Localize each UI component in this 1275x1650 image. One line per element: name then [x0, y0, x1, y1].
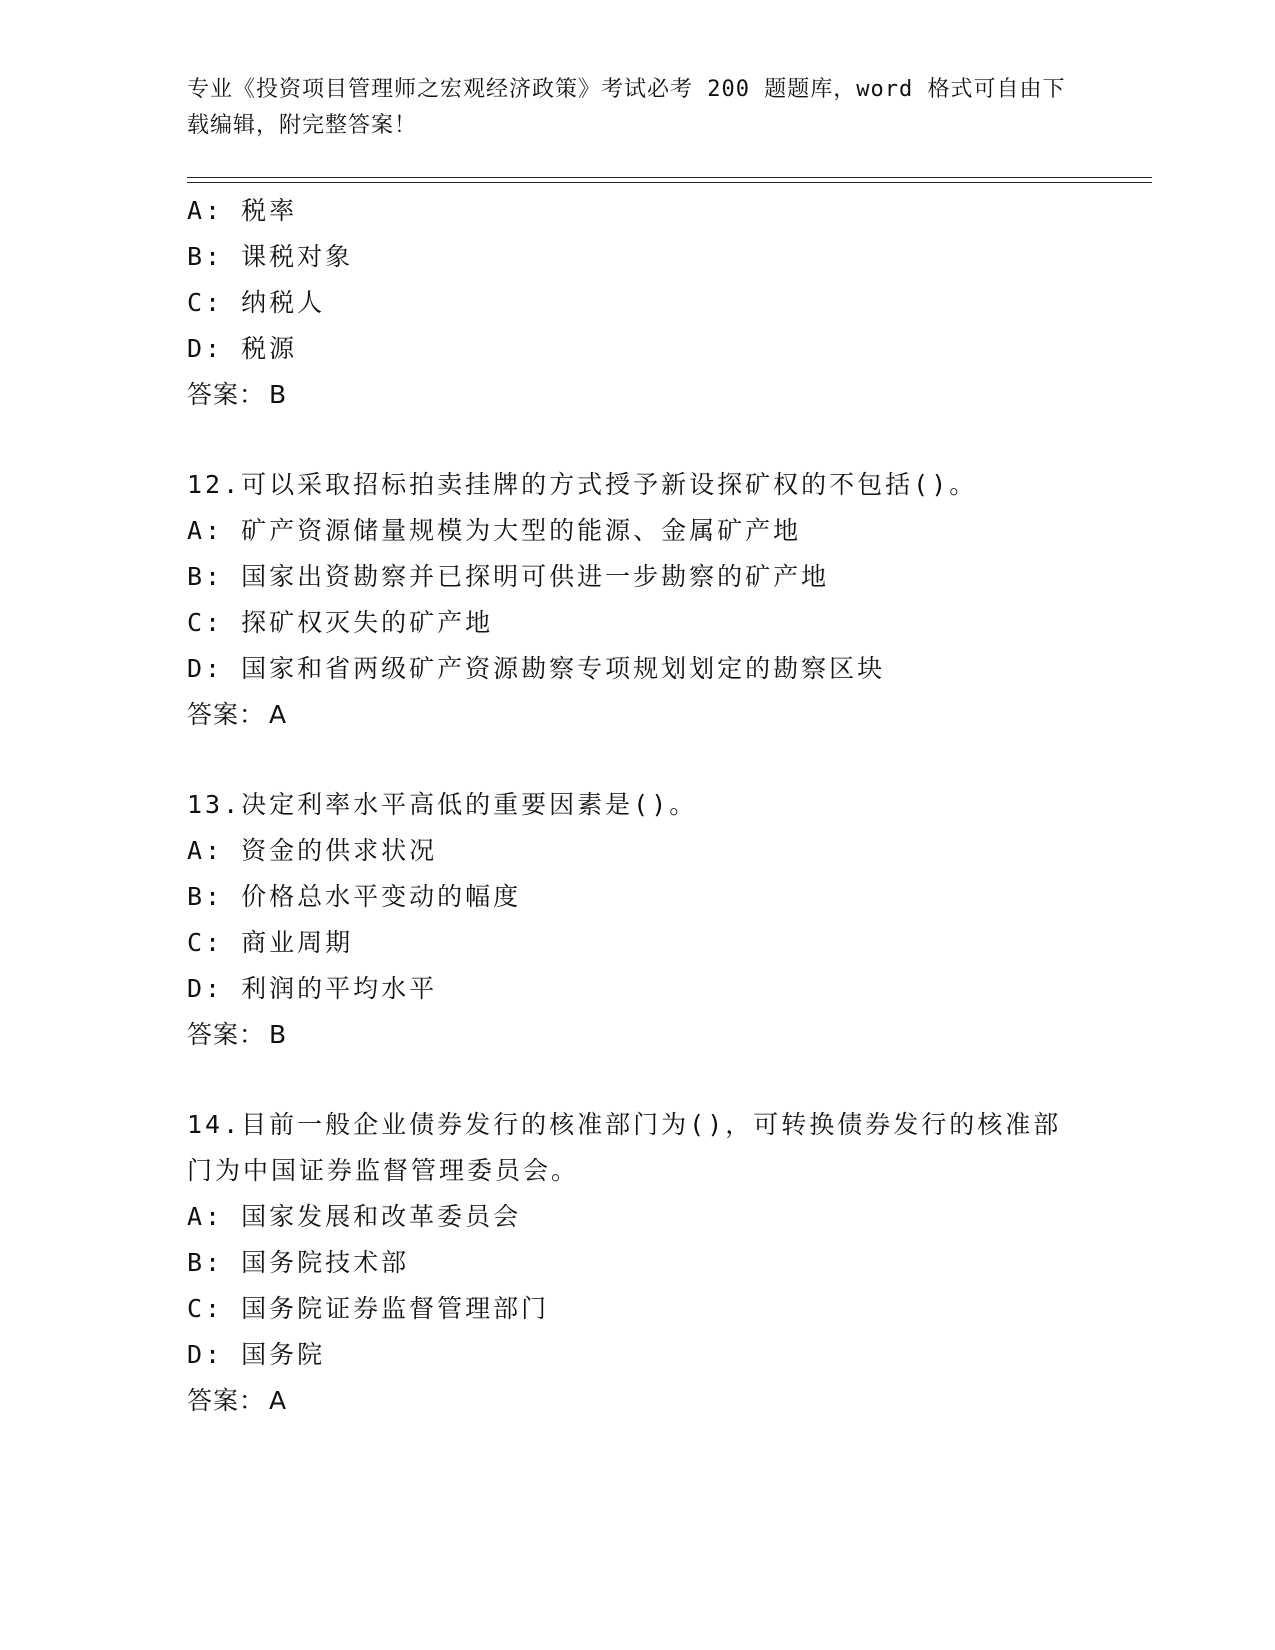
- option-label: A:: [187, 836, 224, 865]
- option-b: [187, 874, 1087, 920]
- option-text: 税率: [241, 196, 298, 225]
- option-label: A:: [187, 1202, 224, 1231]
- question-block: [187, 188, 1087, 418]
- option-b: [187, 1240, 1087, 1286]
- option-text: 国家出资勘察并已探明可供进一步勘察的矿产地: [241, 562, 830, 591]
- option-label: C:: [187, 1294, 224, 1323]
- option-c: [187, 1286, 1087, 1332]
- option-d: [187, 966, 1087, 1012]
- option-label: A:: [187, 516, 224, 545]
- option-label: C:: [187, 288, 224, 317]
- option-label: B:: [187, 562, 224, 591]
- option-text: 国家发展和改革委员会: [241, 1202, 522, 1231]
- answer-line: [187, 1012, 1087, 1058]
- answer-line: [187, 372, 1087, 418]
- option-a: [187, 828, 1087, 874]
- question-block: [187, 1102, 1087, 1424]
- question-stem: 14.目前一般企业债券发行的核准部门为()，可转换债券发行的核准部门为中国证券监督管理委员会。: [187, 1110, 1062, 1185]
- option-text: 课税对象: [241, 242, 354, 271]
- option-c: [187, 280, 1087, 326]
- option-a: [187, 1194, 1087, 1240]
- question-block: [187, 462, 1087, 738]
- option-text: 税源: [241, 334, 298, 363]
- option-text: 利润的平均水平: [241, 974, 438, 1003]
- question-spacer: [187, 1058, 1087, 1102]
- answer-value: A: [269, 1386, 288, 1415]
- option-label: D:: [187, 974, 224, 1003]
- option-c: [187, 600, 1087, 646]
- option-text: 探矿权灭失的矿产地: [241, 608, 494, 637]
- option-label: A:: [187, 196, 224, 225]
- option-label: C:: [187, 928, 224, 957]
- option-c: [187, 920, 1087, 966]
- option-text: 国务院证券监督管理部门: [241, 1294, 550, 1323]
- header-note: 专业《投资项目管理师之宏观经济政策》考试必考 200 题题库，word 格式可自由下载编辑，附完整答案！: [187, 77, 1066, 138]
- option-label: C:: [187, 608, 224, 637]
- header-divider-bottom: [187, 182, 1152, 183]
- option-a: [187, 188, 1087, 234]
- option-label: B:: [187, 1248, 224, 1277]
- option-label: B:: [187, 882, 224, 911]
- answer-label: 答案：: [187, 1020, 266, 1049]
- option-label: D:: [187, 334, 224, 363]
- option-d: [187, 1332, 1087, 1378]
- answer-label: 答案：: [187, 380, 266, 409]
- option-text: 国务院技术部: [241, 1248, 410, 1277]
- answer-label: 答案：: [187, 1386, 266, 1415]
- option-text: 纳税人: [241, 288, 326, 317]
- option-text: 商业周期: [241, 928, 354, 957]
- option-b: [187, 554, 1087, 600]
- answer-value: A: [269, 700, 288, 729]
- option-d: [187, 646, 1087, 692]
- answer-value: B: [269, 1020, 288, 1049]
- option-text: 国家和省两级矿产资源勘察专项规划划定的勘察区块: [241, 654, 886, 683]
- option-label: B:: [187, 242, 224, 271]
- option-b: [187, 234, 1087, 280]
- answer-value: B: [269, 380, 288, 409]
- answer-line: [187, 692, 1087, 738]
- option-a: [187, 508, 1087, 554]
- option-text: 价格总水平变动的幅度: [241, 882, 522, 911]
- option-text: 国务院: [241, 1340, 326, 1369]
- option-label: D:: [187, 654, 224, 683]
- answer-label: 答案：: [187, 700, 266, 729]
- question-stem: 12.可以采取招标拍卖挂牌的方式授予新设探矿权的不包括()。: [187, 470, 978, 499]
- option-d: [187, 326, 1087, 372]
- question-spacer: [187, 418, 1087, 462]
- header-divider-top: [187, 177, 1152, 178]
- question-spacer: [187, 738, 1087, 782]
- option-text: 矿产资源储量规模为大型的能源、金属矿产地: [241, 516, 802, 545]
- option-label: D:: [187, 1340, 224, 1369]
- option-text: 资金的供求状况: [241, 836, 438, 865]
- question-block: [187, 782, 1087, 1058]
- question-stem: 13.决定利率水平高低的重要因素是()。: [187, 790, 698, 819]
- question-list: [187, 188, 1087, 1424]
- answer-line: [187, 1378, 1087, 1424]
